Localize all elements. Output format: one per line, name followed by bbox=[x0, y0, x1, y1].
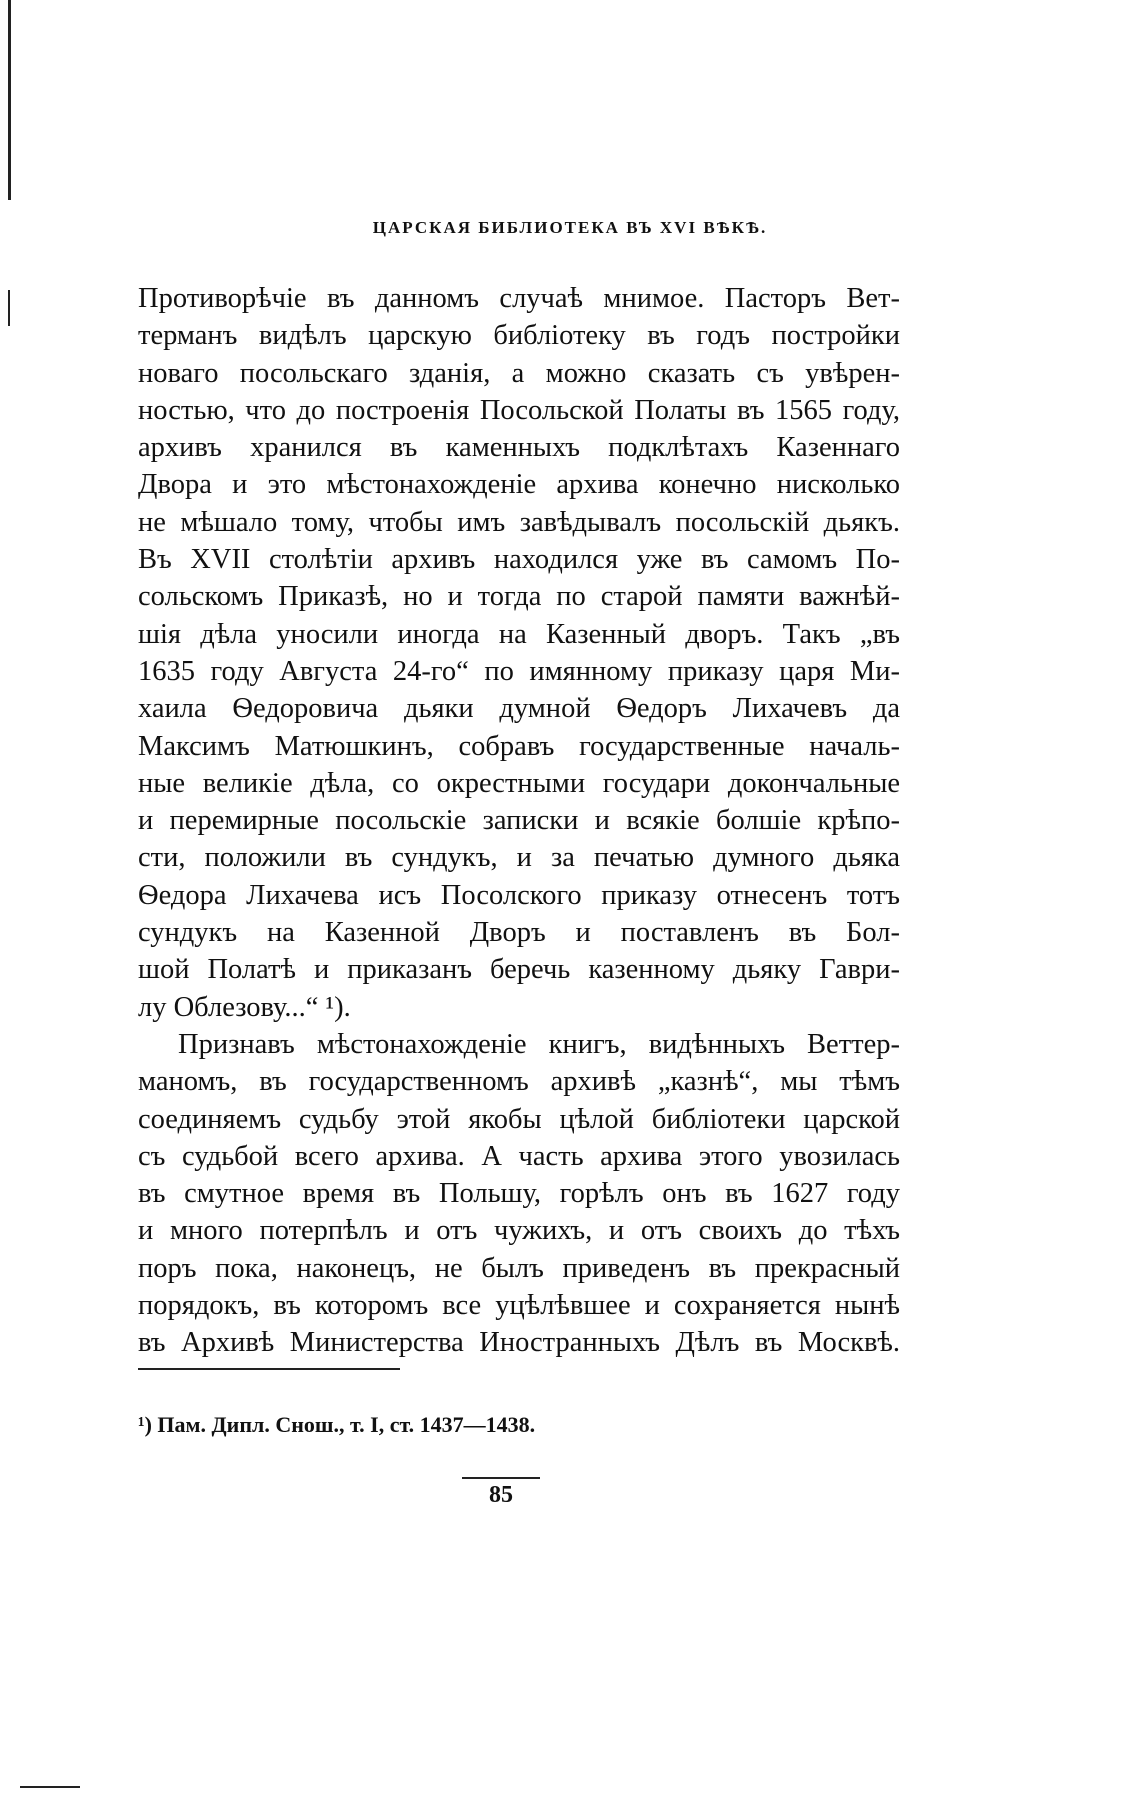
body-line: шія дѣла уносили иногда на Казенный дворъ. Такъ „въ bbox=[138, 618, 900, 650]
page-edge-mark-bottom bbox=[20, 1786, 80, 1788]
body-line: терманъ видѣлъ царскую библіотеку въ годъ постройки bbox=[138, 320, 900, 352]
body-line: новаго посольскаго зданія, а можно сказать съ увѣрен- bbox=[138, 357, 900, 389]
body-line: порядокъ, въ которомъ все уцѣлѣвшее и сохраняется нынѣ bbox=[138, 1290, 900, 1322]
body-line: сундукъ на Казенной Дворъ и поставленъ въ Бол- bbox=[138, 917, 900, 949]
body-line: Въ XVII столѣтіи архивъ находился уже въ самомъ По- bbox=[138, 544, 900, 576]
body-line: въ смутное время въ Польшу, горѣлъ онъ въ 1627 году bbox=[138, 1178, 900, 1210]
body-line: маномъ, въ государственномъ архивѣ „казнѣ“, мы тѣмъ bbox=[138, 1066, 900, 1098]
body-line: поръ пока, наконецъ, не былъ приведенъ въ прекрасный bbox=[138, 1252, 900, 1284]
page-edge-mark-middle bbox=[8, 290, 10, 326]
body-line: Максимъ Матюшкинъ, собравъ государственные началь- bbox=[138, 730, 900, 762]
body-line: лу Облезову...“ ¹). bbox=[138, 991, 351, 1023]
body-line: съ судьбой всего архива. А часть архива этого увозилась bbox=[138, 1140, 900, 1172]
body-line: шой Полатѣ и приказанъ беречь казенному дьяку Гаври- bbox=[138, 954, 900, 986]
body-line: сольскомъ Приказѣ, но и тогда по старой памяти важнѣй- bbox=[138, 581, 900, 613]
body-line: ностью, что до построенія Посольской Полаты въ 1565 году, bbox=[138, 394, 900, 426]
body-line: 1635 году Августа 24-го“ по имянному приказу царя Ми- bbox=[138, 655, 900, 687]
body-line: ные великіе дѣла, со окрестными государи докончальные bbox=[138, 767, 900, 799]
body-line: въ Архивѣ Министерства Иностранныхъ Дѣлъ въ Москвѣ. bbox=[138, 1327, 900, 1359]
body-line: и много потерпѣлъ и отъ чужихъ, и отъ своихъ до тѣхъ bbox=[138, 1215, 900, 1247]
body-line: хаила Ѳедоровича дьяки думной Ѳедоръ Лихачевъ да bbox=[138, 693, 900, 725]
body-line: и перемирные посольскіе записки и всякіе болшіе крѣпо- bbox=[138, 805, 900, 837]
page-number-rule bbox=[462, 1477, 540, 1479]
body-text bbox=[138, 280, 900, 1362]
body-line: Признавъ мѣстонахожденіе книгъ, видѣнныхъ Веттер- bbox=[178, 1028, 900, 1060]
body-line: соединяемъ судьбу этой якобы цѣлой библіотеки царской bbox=[138, 1103, 900, 1135]
footnote-rule bbox=[138, 1368, 400, 1370]
page-number: 85 bbox=[489, 1482, 513, 1508]
body-line: Противорѣчіе въ данномъ случаѣ мнимое. Пасторъ Вет- bbox=[138, 283, 900, 314]
running-head: ЦАРСКАЯ БИБЛИОТЕКА ВЪ XVI ВѢКѢ. bbox=[372, 218, 768, 237]
footnote: ¹) Пам. Дипл. Снош., т. I, ст. 1437—1438. bbox=[138, 1412, 536, 1437]
body-line: Ѳедора Лихачева исъ Посолского приказу отнесенъ тотъ bbox=[138, 879, 900, 911]
body-line: не мѣшало тому, чтобы имъ завѣдывалъ посольскій дьякъ. bbox=[138, 506, 900, 538]
body-line: сти, положили въ сундукъ, и за печатью думного дьяка bbox=[138, 842, 900, 874]
body-line: Двора и это мѣстонахожденіе архива конечно нисколько bbox=[138, 469, 900, 501]
page-edge-mark-top bbox=[8, 0, 11, 200]
body-line: архивъ хранился въ каменныхъ подклѣтахъ Казеннаго bbox=[138, 432, 900, 464]
